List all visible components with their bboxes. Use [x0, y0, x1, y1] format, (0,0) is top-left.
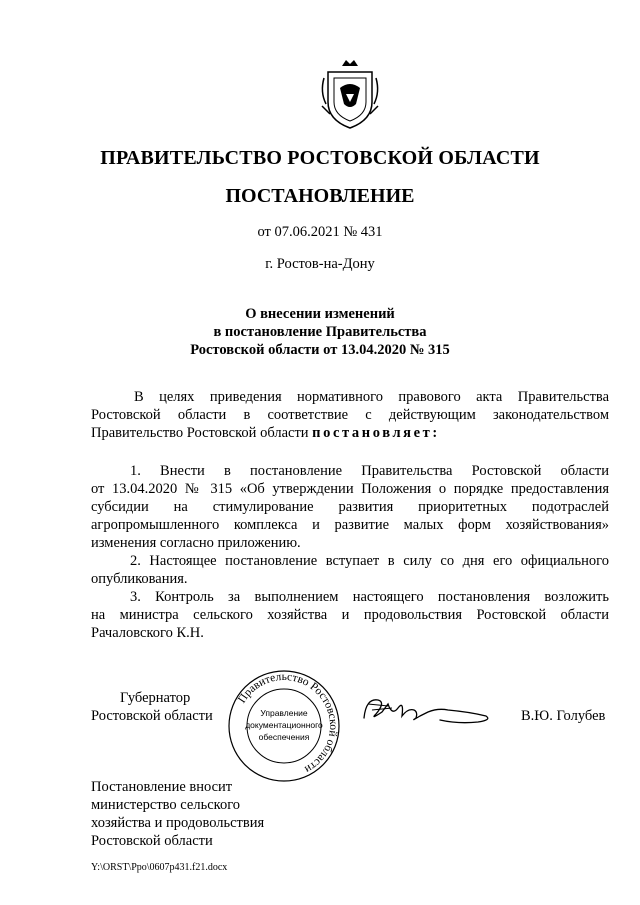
item-2-line: опубликования. [91, 571, 188, 587]
introduced-by-line: Ростовской области [91, 833, 213, 849]
introduced-by-line: министерство сельского [91, 797, 241, 813]
stamp-center-text: документационного [245, 720, 323, 730]
stamp-center-text: Управление [260, 708, 308, 718]
coat-of-arms-emblem [318, 58, 382, 130]
preamble-resolves: постановляет: [312, 425, 440, 441]
item-1-line: субсидии на стимулирование развития приоритетных подотраслей [91, 499, 609, 515]
document-type: ПОСТАНОВЛЕНИЕ [225, 185, 415, 207]
item-1-line: изменения согласно приложению. [91, 535, 301, 551]
government-title: ПРАВИТЕЛЬСТВО РОСТОВСКОЙ ОБЛАСТИ [100, 147, 540, 169]
item-1-line: агропромышленного комплекса и развитие малых форм хозяйствования» [91, 517, 609, 533]
item-3-line: на министра сельского хозяйства и продовольствия Ростовской области [91, 607, 609, 623]
item-3-line: Рачаловского К.Н. [91, 625, 204, 641]
document-date-number: от 07.06.2021 № 431 [257, 224, 383, 240]
signatory-title: Ростовской области [91, 708, 213, 724]
subject-line: О внесении изменений [245, 306, 395, 322]
official-stamp [226, 668, 342, 784]
subject-line: в постановление Правительства [213, 324, 427, 340]
file-path: Y:\ORST\Ppo\0607p431.f21.docx [91, 862, 228, 873]
preamble-text: Правительство Ростовской области [91, 425, 309, 441]
stamp-center-text: обеспечения [258, 732, 310, 742]
introduced-by-line: хозяйства и продовольствия [91, 815, 265, 831]
introduced-by-line: Постановление вносит [91, 779, 233, 795]
signatory-title: Губернатор [120, 690, 191, 706]
stamp-ring-text: Правительство Ростовской области [236, 670, 340, 776]
item-3-line: 3. Контроль за выполнением настоящего постановления возложить [130, 589, 609, 605]
item-2-line: 2. Настоящее постановление вступает в силу со дня его официального [130, 553, 609, 569]
handwritten-signature [358, 690, 498, 730]
preamble-line: В целях приведения нормативного правового акта Правительства [134, 389, 609, 405]
item-1-line: от 13.04.2020 № 315 «Об утверждении Положения о порядке предоставления [91, 481, 609, 497]
signatory-name: В.Ю. Голубев [521, 708, 606, 724]
preamble-line [91, 424, 609, 442]
subject-line: Ростовской области от 13.04.2020 № 315 [190, 342, 450, 358]
document-city: г. Ростов-на-Дону [265, 256, 375, 272]
preamble-line: Ростовской области в соответствие с действующим законодательством [91, 407, 609, 423]
item-1-line: 1. Внести в постановление Правительства Ростовской области [130, 463, 609, 479]
